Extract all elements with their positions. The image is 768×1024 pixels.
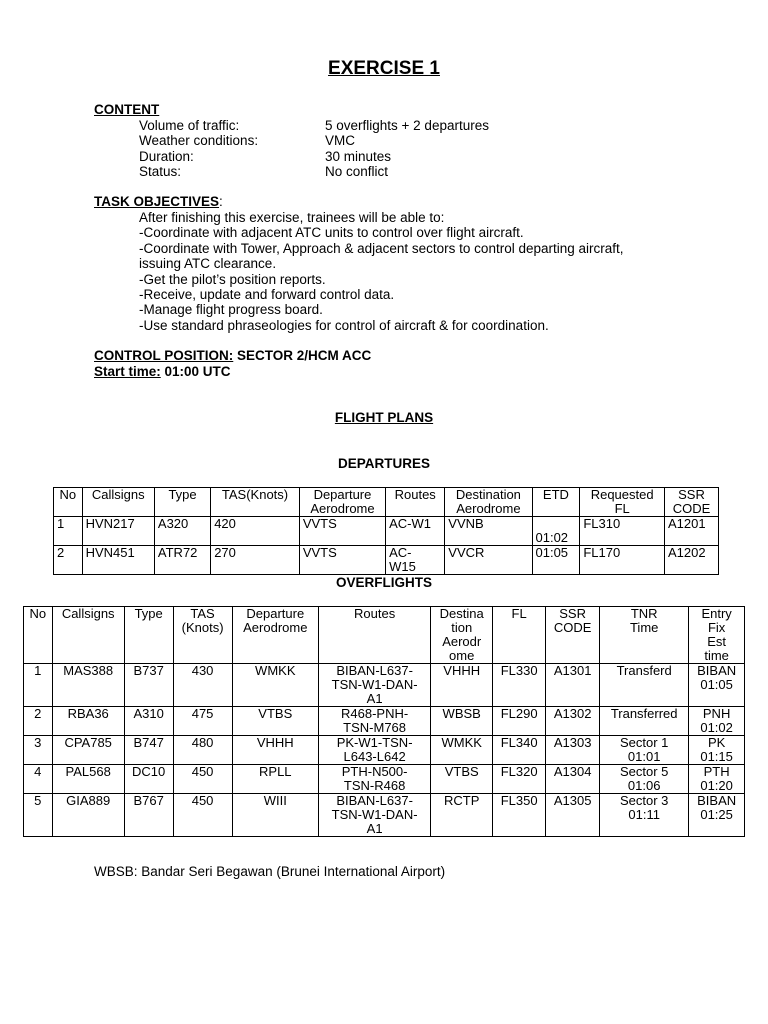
objective-line: After finishing this exercise, trainees will be able to:	[139, 210, 445, 225]
overflights-header-cell: Routes	[318, 607, 430, 664]
overflights-cell: B767	[124, 794, 173, 837]
departures-cell: A320	[154, 517, 210, 546]
objective-line: -Manage flight progress board.	[139, 302, 323, 318]
overflights-cell: FL340	[493, 736, 546, 765]
overflights-cell: FL330	[493, 664, 546, 707]
departures-header-cell: Type	[154, 488, 210, 517]
overflights-header-cell: Destina tion Aerodr ome	[431, 607, 493, 664]
overflights-header-cell: Callsigns	[52, 607, 124, 664]
task-heading-colon: :	[219, 194, 223, 209]
overflights-cell: WMKK	[232, 664, 318, 707]
departures-header-row	[54, 488, 719, 517]
overflights-cell: 475	[173, 707, 232, 736]
overflights-cell: B747	[124, 736, 173, 765]
start-time-value: 01:00 UTC	[160, 364, 231, 379]
overflights-cell: WBSB	[431, 707, 493, 736]
overflights-cell: BIBAN 01:05	[689, 664, 745, 707]
departures-header-cell: ETD	[532, 488, 580, 517]
flight-plans-heading: FLIGHT PLANS	[334, 410, 434, 425]
overflights-cell: B737	[124, 664, 173, 707]
content-label: Weather conditions:	[139, 133, 259, 149]
overflights-cell: DC10	[124, 765, 173, 794]
departures-cell: VVCR	[445, 546, 532, 575]
table-row	[54, 517, 719, 546]
table-row	[54, 546, 719, 575]
overflights-header-cell: Type	[124, 607, 173, 664]
departures-cell: VVTS	[299, 546, 385, 575]
overflights-header-cell: SSR CODE	[546, 607, 600, 664]
overflights-cell: 2	[24, 707, 53, 736]
departures-cell: A1201	[664, 517, 718, 546]
overflights-header-row	[24, 607, 745, 664]
overflights-cell: 3	[24, 736, 53, 765]
overflights-cell: MAS388	[52, 664, 124, 707]
overflights-header-cell: TAS (Knots)	[173, 607, 232, 664]
objective-line: -Use standard phraseologies for control of aircraft & for coordination.	[139, 317, 549, 333]
departures-cell: ATR72	[154, 546, 210, 575]
departures-cell: 2	[54, 546, 83, 575]
overflights-cell: A1305	[546, 794, 600, 837]
overflights-cell: GIA889	[52, 794, 124, 837]
overflights-cell: RCTP	[431, 794, 493, 837]
departures-cell: 01:02	[532, 517, 580, 546]
objective-line: -Receive, update and forward control data.	[139, 287, 395, 303]
departures-header-cell: TAS(Knots)	[211, 488, 300, 517]
table-row	[24, 664, 745, 707]
content-label: Volume of traffic:	[139, 118, 240, 133]
overflights-cell: Transferred	[600, 707, 689, 736]
departures-cell: 01:05	[532, 546, 580, 575]
overflights-cell: 4	[24, 765, 53, 794]
overflights-heading: OVERFLIGHTS	[335, 575, 432, 590]
overflights-cell: FL290	[493, 707, 546, 736]
task-objectives-list	[139, 210, 699, 333]
departures-cell: 1	[54, 517, 83, 546]
overflights-cell: A1304	[546, 765, 600, 794]
departures-header-cell: Callsigns	[82, 488, 154, 517]
departures-cell: 420	[211, 517, 300, 546]
overflights-cell: Transferd	[600, 664, 689, 707]
overflights-table	[23, 606, 745, 837]
overflights-cell: FL350	[493, 794, 546, 837]
overflights-cell: Sector 3 01:11	[600, 794, 689, 837]
departures-cell: AC- W15	[386, 546, 445, 575]
departures-cell: A1202	[664, 546, 718, 575]
content-label: Duration:	[139, 148, 194, 164]
departures-cell: FL310	[580, 517, 665, 546]
departures-heading: DEPARTURES	[337, 456, 430, 471]
control-position-value: SECTOR 2/HCM ACC	[233, 348, 372, 363]
overflights-cell: PTH-N500- TSN-R468	[318, 765, 430, 794]
content-value: 5 overflights + 2 departures	[325, 118, 489, 133]
overflights-cell: 5	[24, 794, 53, 837]
overflights-header-cell: Entry Fix Est time	[689, 607, 745, 664]
overflights-cell: Sector 5 01:06	[600, 765, 689, 794]
overflights-cell: BIBAN-L637- TSN-W1-DAN- A1	[318, 794, 430, 837]
overflights-cell: 1	[24, 664, 53, 707]
table-row	[24, 736, 745, 765]
table-row	[24, 707, 745, 736]
overflights-cell: VTBS	[431, 765, 493, 794]
overflights-cell: RPLL	[232, 765, 318, 794]
departures-table	[53, 487, 719, 575]
table-row	[24, 765, 745, 794]
overflights-cell: RBA36	[52, 707, 124, 736]
overflights-header-cell: FL	[493, 607, 546, 664]
objective-line: -Get the pilot’s position reports.	[139, 271, 326, 287]
departures-cell: FL170	[580, 546, 665, 575]
departures-cell: HVN217	[82, 517, 154, 546]
overflights-cell: A310	[124, 707, 173, 736]
task-heading-line	[94, 194, 223, 209]
content-heading: CONTENT	[94, 102, 160, 117]
overflights-cell: R468-PNH- TSN-M768	[318, 707, 430, 736]
departures-body	[54, 517, 719, 575]
overflights-cell: VTBS	[232, 707, 318, 736]
overflights-body	[24, 664, 745, 837]
control-position	[94, 348, 371, 363]
objective-line: -Coordinate with adjacent ATC units to control over flight aircraft.	[139, 225, 524, 241]
overflights-header-cell: TNR Time	[600, 607, 689, 664]
task-heading: TASK OBJECTIVES	[94, 194, 220, 209]
overflights-cell: PK-W1-TSN- L643-L642	[318, 736, 430, 765]
content-value: No conflict	[325, 164, 389, 180]
overflights-cell: 430	[173, 664, 232, 707]
start-time-label: Start time:	[94, 364, 161, 379]
overflights-cell: A1301	[546, 664, 600, 707]
content-label: Status:	[139, 164, 182, 180]
overflights-cell: VHHH	[431, 664, 493, 707]
overflights-cell: 450	[173, 765, 232, 794]
overflights-cell: Sector 1 01:01	[600, 736, 689, 765]
departures-header-cell: Routes	[386, 488, 445, 517]
overflights-cell: BIBAN-L637- TSN-W1-DAN- A1	[318, 664, 430, 707]
overflights-cell: A1302	[546, 707, 600, 736]
control-position-label: CONTROL POSITION:	[94, 348, 234, 363]
overflights-cell: WMKK	[431, 736, 493, 765]
overflights-cell: 450	[173, 794, 232, 837]
departures-cell: HVN451	[82, 546, 154, 575]
departures-header-cell: No	[54, 488, 83, 517]
content-value: 30 minutes	[325, 148, 392, 164]
overflights-cell: PTH 01:20	[689, 765, 745, 794]
start-time	[94, 364, 231, 379]
overflights-cell: PAL568	[52, 765, 124, 794]
content-value: VMC	[325, 133, 355, 149]
departures-cell: AC-W1	[386, 517, 445, 546]
departures-cell: 270	[211, 546, 300, 575]
overflights-cell: WIII	[232, 794, 318, 837]
departures-cell: VVNB	[445, 517, 532, 546]
overflights-cell: VHHH	[232, 736, 318, 765]
overflights-cell: CPA785	[52, 736, 124, 765]
overflights-cell: 480	[173, 736, 232, 765]
overflights-cell: FL320	[493, 765, 546, 794]
departures-header-cell: Requested FL	[580, 488, 665, 517]
objective-line: issuing ATC clearance.	[139, 256, 277, 272]
overflights-cell: PK 01:15	[689, 736, 745, 765]
page-title: EXERCISE 1	[328, 58, 440, 79]
overflights-cell: PNH 01:02	[689, 707, 745, 736]
departures-header-cell: Destination Aerodrome	[445, 488, 532, 517]
overflights-header-cell: No	[24, 607, 53, 664]
overflights-cell: A1303	[546, 736, 600, 765]
departures-cell: VVTS	[299, 517, 385, 546]
overflights-cell: BIBAN 01:25	[689, 794, 745, 837]
overflights-header-cell: Departure Aerodrome	[232, 607, 318, 664]
footer-note: WBSB: Bandar Seri Begawan (Brunei International Airport)	[94, 864, 446, 879]
departures-header-cell: Departure Aerodrome	[299, 488, 385, 517]
objective-line: -Coordinate with Tower, Approach & adjacent sectors to control departing aircraft,	[139, 240, 624, 256]
departures-header-cell: SSR CODE	[664, 488, 718, 517]
table-row	[24, 794, 745, 837]
